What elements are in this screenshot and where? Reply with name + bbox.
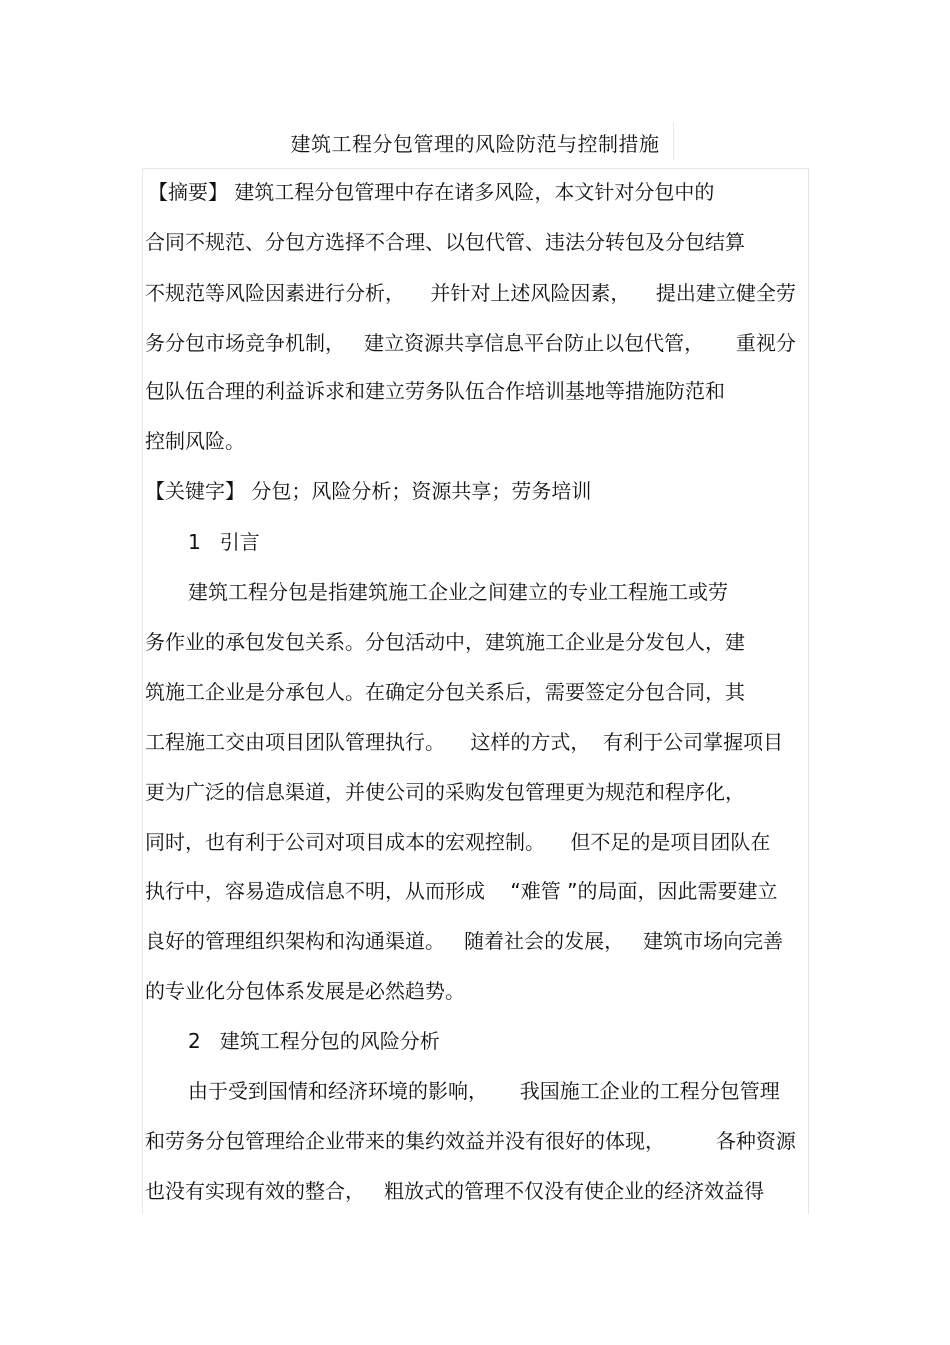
paragraph-line: 务作业的承包发包关系。分包活动中，建筑施工企业是分发包人，建 <box>145 630 745 654</box>
section-1-heading: 1 引言 <box>188 530 260 554</box>
abstract-line-4: 务分包市场竞争机制， 建立资源共享信息平台防止以包代管， 重视分 <box>145 331 796 355</box>
section-2-heading: 2 建筑工程分包的风险分析 <box>188 1029 440 1053</box>
keywords-line: 【关键字】 分包；风险分析；资源共享；劳务培训 <box>145 479 592 503</box>
abstract-line-1: 【摘要】 建筑工程分包管理中存在诸多风险，本文针对分包中的 <box>148 180 715 204</box>
paragraph-line: 由于受到国情和经济环境的影响， 我国施工企业的工程分包管理 <box>188 1079 780 1103</box>
paragraph-line: 同时，也有利于公司对项目成本的宏观控制。 但不足的是项目团队在 <box>145 830 771 854</box>
paragraph-line: 和劳务分包管理给企业带来的集约效益并没有很好的体现， 各种资源 <box>145 1129 796 1153</box>
paragraph-line: 建筑工程分包是指建筑施工企业之间建立的专业工程施工或劳 <box>188 580 728 604</box>
abstract-line-2: 合同不规范、分包方选择不合理、以包代管、违法分转包及分包结算 <box>145 230 745 254</box>
document-title: 建筑工程分包管理的风险防范与控制措施 <box>290 132 660 156</box>
paragraph-line: 的专业化分包体系发展是必然趋势。 <box>145 979 465 1003</box>
abstract-line-5: 包队伍合理的利益诉求和建立劳务队伍合作培训基地等措施防范和 <box>145 379 725 403</box>
paragraph-line: 筑施工企业是分承包人。在确定分包关系后，需要签定分包合同，其 <box>145 680 745 704</box>
paragraph-line: 执行中，容易造成信息不明，从而形成 “难管 ”的局面，因此需要建立 <box>145 879 778 903</box>
paragraph-line: 也没有实现有效的整合， 粗放式的管理不仅没有使企业的经济效益得 <box>145 1179 765 1203</box>
paragraph-line: 良好的管理组织架构和沟通渠道。 随着社会的发展， 建筑市场向完善 <box>145 929 784 953</box>
paragraph-line: 工程施工交由项目团队管理执行。 这样的方式， 有利于公司掌握项目 <box>145 730 784 754</box>
paragraph-line: 更为广泛的信息渠道，并使公司的采购发包管理更为规范和程序化， <box>145 780 745 804</box>
abstract-line-3: 不规范等风险因素进行分析， 并针对上述风险因素， 提出建立健全劳 <box>145 281 796 305</box>
abstract-line-6: 控制风险。 <box>145 429 245 453</box>
